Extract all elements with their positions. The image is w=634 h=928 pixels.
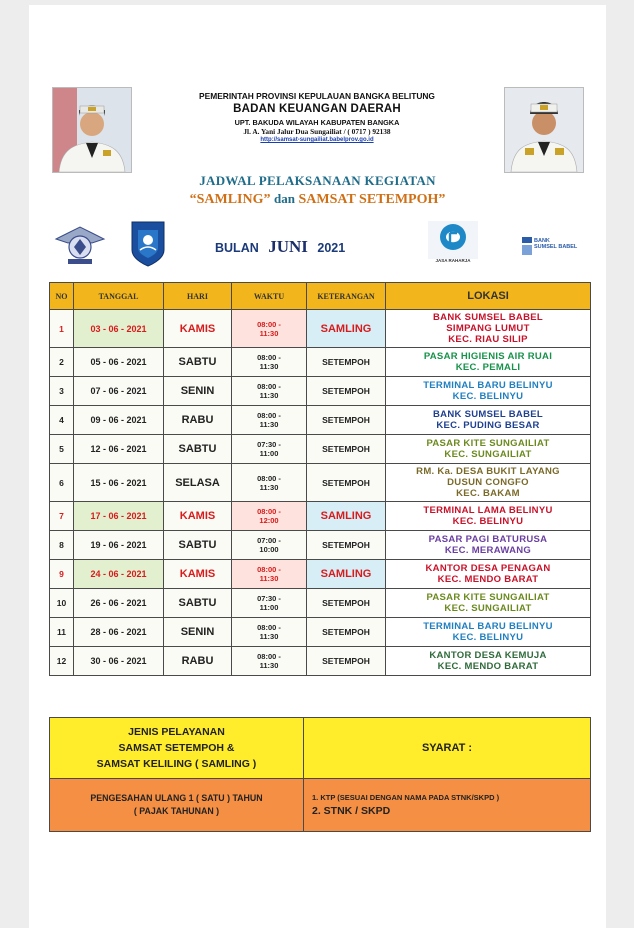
time-end: 11:30 xyxy=(259,391,279,400)
cell-no: 9 xyxy=(50,560,74,589)
cell-lokasi xyxy=(386,502,591,531)
cell-lokasi xyxy=(386,435,591,464)
cell-no: 4 xyxy=(50,406,74,435)
vice-governor-photo xyxy=(504,87,584,173)
table-row xyxy=(50,647,591,676)
cell-lokasi xyxy=(386,560,591,589)
col-header-lokasi: LOKASI xyxy=(386,283,591,310)
cell-hari: SABTU xyxy=(164,348,232,377)
location-line: BANK SUMSEL BABEL xyxy=(433,409,543,420)
table-row xyxy=(50,377,591,406)
cell-keterangan: SETEMPOH xyxy=(307,464,386,502)
location-line: TERMINAL LAMA BELINYU xyxy=(423,505,553,516)
cell-hari: KAMIS xyxy=(164,502,232,531)
cell-lokasi xyxy=(386,531,591,560)
cell-hari: SENIN xyxy=(164,377,232,406)
schedule-table xyxy=(49,282,591,676)
bulan-year: 2021 xyxy=(317,241,346,255)
time-start: 08:00 - xyxy=(257,353,281,362)
time-end: 11:30 xyxy=(259,362,279,371)
pengesahan-line1: PENGESAHAN ULANG 1 ( SATU ) TAHUN xyxy=(90,793,263,803)
cell-no: 3 xyxy=(50,377,74,406)
cell-waktu xyxy=(232,560,307,589)
location-line: TERMINAL BARU BELINYU xyxy=(423,380,553,391)
cell-no: 5 xyxy=(50,435,74,464)
table-header-row xyxy=(50,283,591,310)
cell-keterangan: SETEMPOH xyxy=(307,435,386,464)
subtitle-samling: “SAMLING” xyxy=(189,192,271,207)
time-end: 11:30 xyxy=(259,420,279,429)
time-end: 11:00 xyxy=(259,449,279,458)
bulan-text: BULAN xyxy=(215,241,259,255)
location-line: KEC. BELINYU xyxy=(452,391,524,402)
location-line: KEC. SUNGAILIAT xyxy=(444,449,532,460)
location-line: KEC. BELINYU xyxy=(452,516,524,527)
time-start: 08:00 - xyxy=(257,411,281,420)
cell-tanggal: 03 - 06 - 2021 xyxy=(74,310,164,348)
pengesahan-cell xyxy=(50,779,304,832)
location-line: KEC. MERAWANG xyxy=(444,545,532,556)
col-header-no: NO xyxy=(50,283,74,310)
location-line: KANTOR DESA PENAGAN xyxy=(425,563,551,574)
info-row-detail xyxy=(50,779,591,832)
location-line: BANK SUMSEL BABEL xyxy=(433,312,543,323)
time-start: 08:00 - xyxy=(257,382,281,391)
time-start: 07:00 - xyxy=(257,536,281,545)
cell-no: 8 xyxy=(50,531,74,560)
header-line3: UPT. BAKUDA WILAYAH KABUPATEN BANGKA xyxy=(234,118,400,127)
cell-waktu xyxy=(232,618,307,647)
syarat-cell: SYARAT : xyxy=(304,718,591,779)
cell-keterangan: SETEMPOH xyxy=(307,348,386,377)
time-end: 11:00 xyxy=(259,603,279,612)
col-header-keterangan: KETERANGAN xyxy=(307,283,386,310)
table-row xyxy=(50,464,591,502)
table-row xyxy=(50,406,591,435)
bank-label-line1: BANK xyxy=(534,238,550,244)
cell-keterangan: SETEMPOH xyxy=(307,531,386,560)
header-website-link[interactable]: http://samsat-sungailiat.babelprov.go.id xyxy=(260,137,374,143)
cell-waktu xyxy=(232,531,307,560)
time-start: 08:00 - xyxy=(257,652,281,661)
cell-tanggal: 28 - 06 - 2021 xyxy=(74,618,164,647)
vice-governor-portrait-icon xyxy=(505,88,583,172)
cell-no: 7 xyxy=(50,502,74,531)
cell-hari: KAMIS xyxy=(164,560,232,589)
cell-tanggal: 26 - 06 - 2021 xyxy=(74,589,164,618)
table-row xyxy=(50,348,591,377)
location-line: KEC. PUDING BESAR xyxy=(436,420,540,431)
cell-tanggal: 09 - 06 - 2021 xyxy=(74,406,164,435)
month-label xyxy=(215,237,395,257)
table-row xyxy=(50,435,591,464)
cell-lokasi xyxy=(386,377,591,406)
cell-hari: KAMIS xyxy=(164,310,232,348)
cell-lokasi xyxy=(386,589,591,618)
cell-keterangan: SETEMPOH xyxy=(307,377,386,406)
letterhead xyxy=(139,87,495,143)
cell-waktu xyxy=(232,377,307,406)
jenis-line3: SAMSAT KELILING ( SAMLING ) xyxy=(96,758,257,770)
cell-tanggal: 19 - 06 - 2021 xyxy=(74,531,164,560)
table-row xyxy=(50,310,591,348)
cell-keterangan: SETEMPOH xyxy=(307,647,386,676)
col-header-waktu: WAKTU xyxy=(232,283,307,310)
cell-waktu xyxy=(232,406,307,435)
bank-logo-label xyxy=(534,238,577,250)
cell-waktu xyxy=(232,647,307,676)
header-line1: PEMERINTAH PROVINSI KEPULAUAN BANGKA BELITUNG xyxy=(199,91,435,101)
cell-hari: SELASA xyxy=(164,464,232,502)
table-row xyxy=(50,531,591,560)
header-address: Jl. A. Yani Jalur Dua Sungailiat / ( 0717 ) 92138 xyxy=(243,127,391,136)
cell-no: 6 xyxy=(50,464,74,502)
location-line: KEC. BELINYU xyxy=(452,632,524,643)
cell-hari: SABTU xyxy=(164,435,232,464)
table-row xyxy=(50,560,591,589)
cell-waktu xyxy=(232,435,307,464)
info-row-header xyxy=(50,718,591,779)
table-row xyxy=(50,618,591,647)
cell-waktu xyxy=(232,310,307,348)
cell-waktu xyxy=(232,348,307,377)
time-start: 08:00 - xyxy=(257,319,281,329)
time-start: 08:00 - xyxy=(257,565,281,574)
time-start: 07:30 - xyxy=(257,440,281,449)
cell-lokasi xyxy=(386,406,591,435)
cell-no: 1 xyxy=(50,310,74,348)
time-start: 08:00 - xyxy=(257,507,281,516)
service-info-table xyxy=(49,717,591,832)
cell-keterangan: SETEMPOH xyxy=(307,406,386,435)
location-line: KEC. RIAU SILIP xyxy=(448,334,528,345)
cell-tanggal: 07 - 06 - 2021 xyxy=(74,377,164,406)
cell-tanggal: 30 - 06 - 2021 xyxy=(74,647,164,676)
time-start: 07:30 - xyxy=(257,594,281,603)
time-end: 11:30 xyxy=(259,574,279,583)
cell-no: 12 xyxy=(50,647,74,676)
cell-waktu xyxy=(232,502,307,531)
location-line: KANTOR DESA KEMUJA xyxy=(429,650,547,661)
location-line: KEC. PEMALI xyxy=(455,362,521,373)
cell-hari: SABTU xyxy=(164,589,232,618)
time-start: 08:00 - xyxy=(257,623,281,632)
document-page xyxy=(29,5,606,928)
governor-photo xyxy=(52,87,132,173)
location-line: PASAR PAGI BATURUSA xyxy=(428,534,548,545)
jasa-raharja-label: JASA RAHARJA xyxy=(435,258,471,263)
cell-hari: RABU xyxy=(164,406,232,435)
cell-hari: SENIN xyxy=(164,618,232,647)
cell-lokasi xyxy=(386,348,591,377)
header-line2: BADAN KEUANGAN DAERAH xyxy=(233,103,401,115)
province-emblem-icon xyxy=(130,220,166,268)
cell-no: 11 xyxy=(50,618,74,647)
time-end: 12:00 xyxy=(259,516,279,525)
table-row xyxy=(50,502,591,531)
time-end: 11:30 xyxy=(259,661,279,670)
cell-no: 2 xyxy=(50,348,74,377)
location-line: DUSUN CONGFO xyxy=(447,477,529,488)
time-end: 11:30 xyxy=(259,482,279,492)
location-line: PASAR HIGIENIS AIR RUAI xyxy=(423,351,553,362)
cell-tanggal: 15 - 06 - 2021 xyxy=(74,464,164,502)
bank-label-line2: SUMSEL BABEL xyxy=(534,244,578,250)
location-line: KEC. SUNGAILIAT xyxy=(444,603,532,614)
subtitle-dan: dan xyxy=(274,191,295,206)
cell-tanggal: 12 - 06 - 2021 xyxy=(74,435,164,464)
location-line: RM. Ka. DESA BUKIT LAYANG xyxy=(416,466,560,477)
time-end: 10:00 xyxy=(259,545,279,554)
cell-tanggal: 24 - 06 - 2021 xyxy=(74,560,164,589)
cell-lokasi xyxy=(386,310,591,348)
cell-tanggal: 17 - 06 - 2021 xyxy=(74,502,164,531)
jenis-line2: SAMSAT SETEMPOH & xyxy=(118,742,235,754)
cell-no: 10 xyxy=(50,589,74,618)
location-line: TERMINAL BARU BELINYU xyxy=(423,621,553,632)
bulan-month: JUNI xyxy=(268,237,308,256)
bank-logo-icon xyxy=(520,235,534,257)
cell-keterangan: SAMLING xyxy=(307,560,386,589)
cell-waktu xyxy=(232,464,307,502)
jasa-raharja-logo-icon xyxy=(428,221,478,259)
governor-portrait-icon xyxy=(53,88,131,172)
location-line: PASAR KITE SUNGAILIAT xyxy=(426,592,550,603)
cell-waktu xyxy=(232,589,307,618)
col-header-hari: HARI xyxy=(164,283,232,310)
requirements-cell xyxy=(304,779,591,832)
cell-lokasi xyxy=(386,647,591,676)
requirement-1: 1. KTP (SESUAI DENGAN NAMA PADA STNK/SKPD ) xyxy=(312,793,500,802)
schedule-title: JADWAL PELAKSANAAN KEGIATAN xyxy=(199,173,436,188)
pengesahan-line2: ( PAJAK TAHUNAN ) xyxy=(133,806,220,816)
time-end: 11:30 xyxy=(259,328,279,338)
cell-lokasi xyxy=(386,618,591,647)
time-start: 08:00 - xyxy=(257,473,281,483)
subtitle-setempoh: SAMSAT SETEMPOH” xyxy=(298,192,446,207)
jenis-pelayanan-cell xyxy=(50,718,304,779)
cell-tanggal: 05 - 06 - 2021 xyxy=(74,348,164,377)
cell-keterangan: SETEMPOH xyxy=(307,589,386,618)
cell-keterangan: SETEMPOH xyxy=(307,618,386,647)
cell-keterangan: SAMLING xyxy=(307,310,386,348)
cell-hari: RABU xyxy=(164,647,232,676)
table-row xyxy=(50,589,591,618)
requirement-2: 2. STNK / SKPD xyxy=(312,805,391,817)
location-line: KEC. MENDO BARAT xyxy=(437,574,539,585)
cell-hari: SABTU xyxy=(164,531,232,560)
location-line: SIMPANG LUMUT xyxy=(446,323,530,334)
jenis-line1: JENIS PELAYANAN xyxy=(128,726,225,738)
time-end: 11:30 xyxy=(259,632,279,641)
cell-keterangan: SAMLING xyxy=(307,502,386,531)
location-line: KEC. MENDO BARAT xyxy=(437,661,539,672)
col-header-tanggal: TANGGAL xyxy=(74,283,164,310)
police-emblem-icon xyxy=(54,223,106,267)
location-line: PASAR KITE SUNGAILIAT xyxy=(426,438,550,449)
cell-lokasi xyxy=(386,464,591,502)
schedule-subtitle xyxy=(29,191,606,208)
location-line: KEC. BAKAM xyxy=(456,488,520,499)
